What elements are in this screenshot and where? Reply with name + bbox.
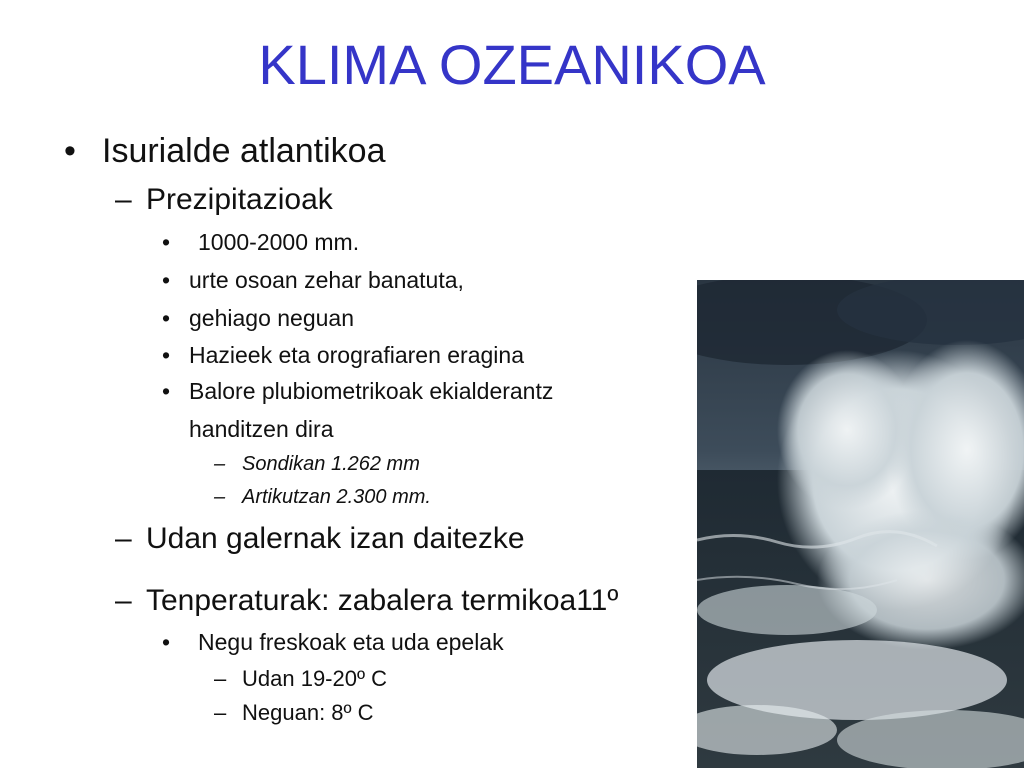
bullet-prezipitazioak [115,183,333,217]
bullet-balore-continued: handitzen dira [189,416,334,442]
bullet-dash: – [115,584,132,617]
bullet-text: gehiago neguan [189,305,354,331]
bullet-dot: • [64,132,76,170]
bullet-dash: – [214,700,227,725]
bullet-dash: – [214,486,226,508]
bullet-dot: • [162,378,171,404]
bullet-text: Prezipitazioak [146,183,333,216]
bullet-text: Tenperaturak: zabalera termikoa11º [146,584,619,617]
bullet-dash: – [214,666,227,691]
bullet-text: Hazieek eta orografiaren eragina [189,342,524,368]
bullet-text: Negu freskoak eta uda epelak [198,629,504,655]
bullet-text: Udan 19-20º C [242,666,388,691]
bullet-text: Neguan: 8º C [242,700,374,725]
bullet-negu-freskoak [162,629,504,656]
bullet-gehiago [162,305,354,332]
bullet-text: Sondikan 1.262 mm [242,453,420,475]
slide-title: KLIMA OZEANIKOA [258,33,766,96]
bullet-urte [162,267,464,294]
bullet-udan-temp [214,666,387,692]
bullet-udan-galernak [115,522,525,556]
bullet-dot: • [162,229,171,255]
bullet-balore [162,378,553,405]
bullet-text: 1000-2000 mm. [198,229,360,255]
storm-wave-photo [697,280,1024,768]
bullet-neguan-temp [214,700,374,726]
bullet-dash: – [115,522,132,555]
bullet-hazieek [162,342,524,369]
bullet-dot: • [162,305,171,331]
bullet-isurialde [64,132,386,171]
bullet-text: Artikutzan 2.300 mm. [242,486,431,508]
bullet-dash: – [115,183,132,216]
bullet-text: Isurialde atlantikoa [102,132,386,170]
bullet-tenperaturak [115,584,618,618]
bullet-dot: • [162,267,171,293]
bullet-dash: – [214,453,226,475]
bullet-text: urte osoan zehar banatuta, [189,267,464,293]
bullet-artikutzan [214,486,431,509]
bullet-mm [162,229,359,256]
bullet-text: Balore plubiometrikoak ekialderantz [189,378,554,404]
bullet-dot: • [162,342,171,368]
bullet-text: Udan galernak izan daitezke [146,522,525,555]
bullet-dot: • [162,629,171,655]
bullet-sondikan [214,453,420,476]
